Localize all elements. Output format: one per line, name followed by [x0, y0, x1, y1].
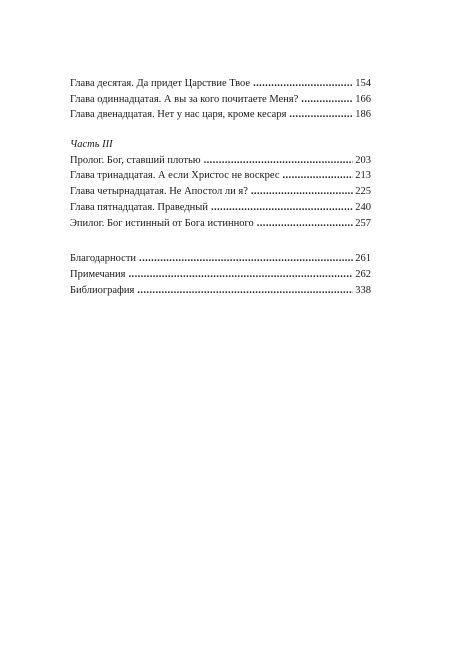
dot-leader — [129, 267, 354, 283]
dot-leader — [253, 76, 353, 92]
dot-leader — [283, 168, 354, 184]
dot-leader — [211, 200, 353, 216]
part-heading: Часть III — [70, 139, 113, 151]
toc-entry-page: 154 — [355, 78, 371, 89]
toc-entry-acknowledgements[interactable] — [70, 251, 371, 267]
toc-entry-bibliography[interactable] — [70, 283, 371, 299]
toc-entry-title: Глава четырнадцатая. Не Апостол ли я? — [70, 186, 248, 198]
toc-entry-page: 262 — [355, 268, 371, 280]
toc-entry-title: Глава двенадцатая. Нет у нас царя, кроме кесаря — [70, 109, 287, 121]
dot-leader — [289, 107, 353, 123]
toc-entry-page: 261 — [355, 253, 371, 265]
toc-entry-page: 240 — [355, 201, 371, 213]
toc-entry-chapter-14[interactable] — [70, 184, 371, 200]
dot-leader — [204, 153, 354, 169]
toc-entry-chapter-12[interactable] — [70, 107, 371, 123]
toc-entry-page: 203 — [355, 154, 371, 166]
toc-entry-page: 213 — [355, 170, 371, 182]
toc-entry-chapter-13[interactable] — [70, 168, 371, 184]
dot-leader — [251, 184, 353, 200]
toc-entry-title: Глава одиннадцатая. А вы за кого почитаете Меня? — [70, 93, 299, 105]
toc-entry-title: Пролог. Бог, ставший плотью — [70, 154, 201, 166]
dot-leader — [137, 283, 353, 299]
table-of-contents — [70, 76, 371, 298]
toc-entry-chapter-15[interactable] — [70, 200, 371, 216]
toc-entry-chapter-11[interactable] — [70, 92, 371, 108]
toc-entry-page: 186 — [355, 109, 371, 121]
toc-entry-page: 338 — [355, 284, 371, 296]
toc-entry-title: Глава пятнадцатая. Праведный — [70, 201, 208, 213]
toc-entry-title: Эпилог. Бог истинный от Бога истинного — [70, 217, 254, 229]
toc-entry-epilogue[interactable] — [70, 216, 371, 232]
toc-entry-title: Глава десятая. Да придет Царствие Твое — [70, 78, 251, 89]
toc-entry-page: 166 — [355, 93, 371, 105]
dot-leader — [257, 216, 354, 232]
dot-leader — [301, 92, 353, 108]
toc-entry-prologue[interactable] — [70, 153, 371, 169]
section-spacer — [70, 231, 371, 251]
toc-entry-title: Библиография — [70, 284, 135, 296]
toc-entry-page: 257 — [355, 217, 371, 229]
toc-entry-title: Примечания — [70, 268, 126, 280]
toc-entry-notes[interactable] — [70, 267, 371, 283]
toc-entry-title: Глава тринадцатая. А если Христос не воскрес — [70, 170, 280, 182]
toc-entry-page: 225 — [355, 186, 371, 198]
toc-entry-chapter-10[interactable] — [70, 76, 371, 92]
toc-entry-title: Благодарности — [70, 253, 137, 265]
dot-leader — [139, 251, 353, 267]
